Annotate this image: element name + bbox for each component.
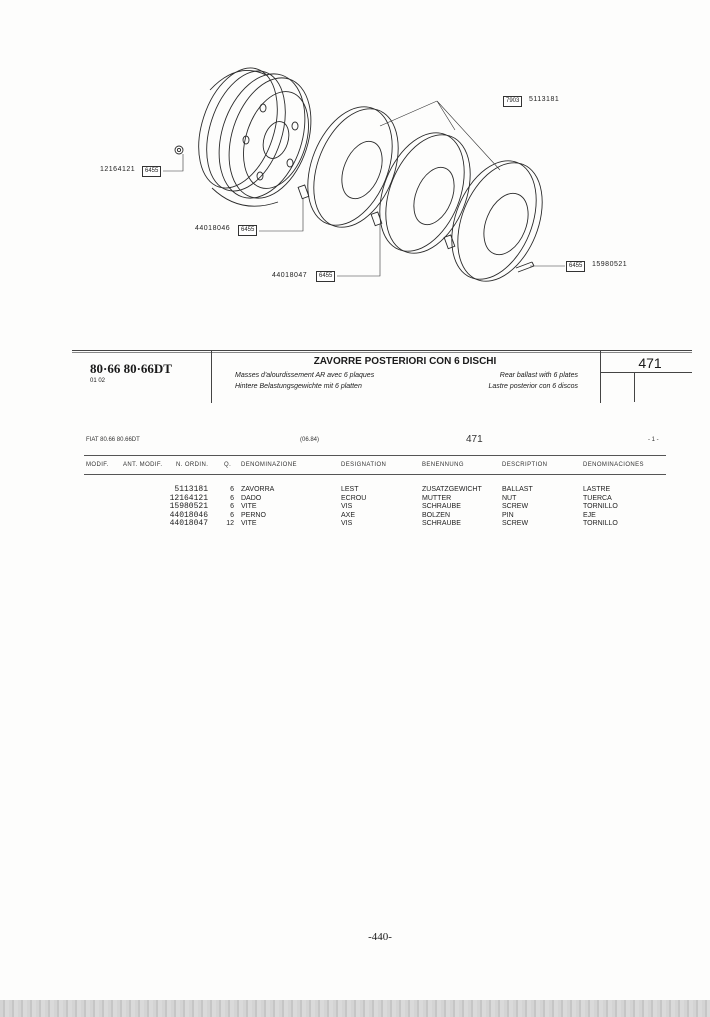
table-row-en: NUT [502, 494, 517, 502]
ballast-plate-3 [436, 148, 559, 293]
header-divider [600, 350, 601, 403]
table-row-qty: 6 [230, 503, 234, 510]
header-page-divider [634, 372, 635, 402]
subtitle-de: Hintere Belastungsgewichte mit 6 platten [235, 383, 362, 390]
model-title: 80·66 80·66DT [90, 361, 172, 376]
subtitle-en: Rear ballast with 6 plates [499, 372, 578, 379]
table-row-number: 15980521 [169, 502, 208, 511]
table-row-fr: AXE [341, 511, 356, 519]
version-codes: 01 02 [90, 378, 106, 384]
column-italian [241, 486, 274, 529]
table-row-fr: LEST [341, 486, 359, 493]
header-divider [211, 350, 212, 403]
exploded-diagram [0, 0, 710, 320]
wheel-rim-drawing [185, 58, 326, 209]
code-6455-box: 6455 [142, 166, 161, 177]
column-part-numbers [160, 486, 208, 529]
header-page-rule [600, 372, 692, 373]
ballast-plate-1 [292, 94, 415, 239]
columns-top-rule [84, 455, 666, 456]
section-title: ZAVORRE POSTERIORI CON 6 DISCHI [313, 356, 497, 367]
col-ant-modif: ANT. MODIF. [123, 462, 163, 468]
subtitle-es: Lastre posterior con 6 discos [488, 383, 578, 390]
table-row-it: DADO [241, 494, 262, 502]
table-row-en: PIN [502, 511, 514, 519]
table-row-it: VITE [241, 520, 257, 527]
table-row-de: BOLZEN [422, 511, 451, 519]
table-row-number: 12164121 [169, 493, 208, 503]
list-group: 471 [466, 434, 483, 445]
table-row-it: PERNO [241, 511, 266, 519]
table-row-qty: 6 [230, 486, 234, 493]
callout-44018046: 44018046 [195, 225, 231, 232]
table-row-qty: 6 [230, 494, 234, 502]
table-row-it: VITE [241, 503, 257, 510]
code-6455-box: 6455 [316, 271, 335, 282]
table-row-es: EJE [583, 511, 596, 519]
col-denominaciones: DENOMINACIONES [583, 462, 644, 468]
subtitle-fr: Masses d'alourdissement AR avec 6 plaques [235, 372, 375, 379]
table-row-de: MUTTER [422, 494, 452, 502]
table-row-number: 44018047 [169, 519, 208, 528]
column-english [502, 486, 533, 529]
list-date: (06.84) [300, 437, 320, 443]
column-spanish [583, 486, 618, 529]
callout-12164121: 12164121 [100, 166, 136, 173]
scan-edge-strip [0, 1000, 710, 1017]
table-row-de: SCHRAUBE [422, 503, 461, 510]
list-sheet: - 1 - [648, 437, 659, 443]
callout-5113181: 5113181 [529, 96, 560, 103]
header-top-rule-2 [72, 352, 692, 353]
col-description: DESCRIPTION [502, 462, 548, 468]
table-row-en: SCREW [502, 520, 529, 527]
list-model: FIAT 80.66 80.66DT [86, 437, 140, 443]
table-row-it: ZAVORRA [241, 486, 275, 493]
table-row-en: BALLAST [502, 486, 533, 493]
table-row-es: LASTRE [583, 486, 611, 493]
header-top-rule [72, 350, 692, 351]
table-row-es: TUERCA [583, 494, 612, 502]
col-n-ordin: N. ORDIN. [176, 462, 209, 468]
col-denominazione: DENOMINAZIONE [241, 462, 297, 468]
ballast-plate-2 [364, 120, 487, 265]
code-6455-box: 6455 [566, 261, 585, 272]
col-designation: DESIGNATION [341, 462, 387, 468]
table-row-es: TORNILLO [583, 503, 618, 510]
col-q: Q. [224, 462, 232, 468]
col-benennung: BENENNUNG [422, 462, 464, 468]
columns-bottom-rule [84, 474, 666, 475]
table-row-fr: VIS [341, 503, 353, 510]
table-row-number: 5113181 [174, 485, 208, 494]
page-footer-number: -440- [368, 931, 392, 943]
table-row-fr: VIS [341, 520, 353, 527]
column-german [422, 486, 482, 529]
table-row-qty: 6 [230, 511, 234, 519]
table-row-de: ZUSATZGEWICHT [422, 486, 482, 493]
table-row-qty: 12 [226, 520, 234, 527]
section-page-number: 471 [638, 355, 662, 371]
table-row-fr: ECROU [341, 494, 367, 502]
code-6455-box: 6455 [238, 225, 257, 236]
col-modif: MODIF. [86, 462, 109, 468]
nut-drawing [175, 146, 183, 154]
column-french [341, 486, 366, 529]
column-quantity [222, 486, 234, 529]
callout-15980521: 15980521 [592, 261, 628, 268]
code-7903-box: 7903 [503, 96, 522, 107]
callout-44018047: 44018047 [272, 272, 308, 279]
table-row-number: 44018046 [169, 510, 208, 520]
table-row-de: SCHRAUBE [422, 520, 461, 527]
table-row-en: SCREW [502, 503, 529, 510]
table-row-es: TORNILLO [583, 520, 618, 527]
